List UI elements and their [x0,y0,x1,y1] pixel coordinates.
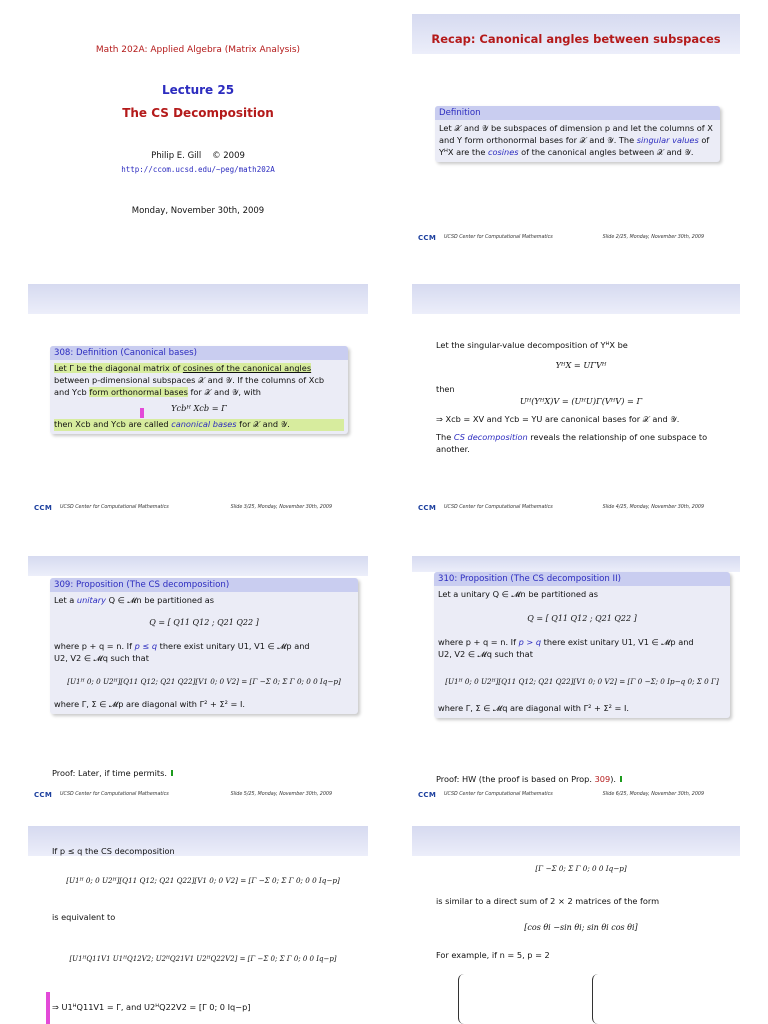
emphasis-singular-values: singular values [636,135,699,146]
slide-4 [412,284,740,519]
emphasis-cs-decomposition: CS decomposition [453,432,528,442]
footer-institution: UCSD Center for Computational Mathematics [60,505,169,510]
footer-slide-info: Slide 3/25, Monday, November 30th, 2009 [230,505,332,510]
footer-institution: UCSD Center for Computational Mathematics [60,792,169,797]
slide-header-bar [28,556,368,576]
canonical-equation: Ycbᴴ Xcb = Γ [171,403,227,414]
text: and Ycb [54,387,90,398]
example-text: For example, if n = 5, p = 2 [436,950,550,960]
emphasis-cosines: cosines [487,147,519,158]
proposition-reference[interactable]: 309 [594,774,611,784]
slide-header-bar [412,284,740,314]
emphasis-canonical-bases: canonical bases [171,419,237,430]
emphasis-unitary: unitary [76,595,106,606]
end-marker [620,776,622,782]
ccom-logo: CCM [34,791,53,799]
text: where p + q = n. If [54,640,135,651]
text: for 𝒳 and 𝒴. [236,419,290,430]
expanded-equation: [U1ᴴQ11V1 U1ᴴQ12V2; U2ᴴQ21V1 U2ᴴQ22V2] = [Γ −Σ 0; Σ Γ 0; 0 0 Iq−p] [69,955,337,963]
definition-line [54,387,344,399]
svd-intro: Let the singular-value decomposition of YᴴX be [436,340,628,350]
footer-institution: UCSD Center for Computational Mathematics [444,792,553,797]
block-body [434,586,730,718]
text: there exist unitary U1, V1 ∈ 𝓜p and [541,636,694,647]
definition-block [435,106,720,162]
definition-text: Let 𝒳 and 𝒴 be subspaces of dimension p and let the columns of X and Y form orthonormal bases for 𝒳 and 𝒴. The [439,123,713,146]
block-body [50,592,358,714]
text: there exist unitary U1, V1 ∈ 𝓜p and [157,640,310,651]
proposition-line: U2, V2 ∈ 𝓜q such that [54,652,149,663]
definition-line [54,419,344,431]
proof-line [436,774,622,786]
footer-slide-info: Slide 2/25, Monday, November 30th, 2009 [602,235,704,240]
footer-slide-info: Slide 5/25, Monday, November 30th, 2009 [230,792,332,797]
closing-text [436,432,726,456]
slide-footer [418,233,734,243]
lecture-title: The CS Decomposition [122,106,274,120]
definition-text: of YᴴX are the [439,135,710,158]
svd-transform-equation: Uᴴ(YᴴX)V = (UᴴU)Γ(VᴴV) = Γ [519,396,643,406]
slide-title: Recap: Canonical angles between subspaces [431,32,721,46]
slide-footer [34,790,362,800]
similarity-text: is similar to a direct sum of 2 × 2 matrices of the form [436,896,660,906]
lecture-number: Lecture 25 [161,83,235,97]
proposition-line [438,637,726,649]
definition-block [50,346,348,434]
proposition-block [50,578,358,714]
copyright: © 2009 [212,151,245,161]
partition-equation: Q = [ Q11 Q12 ; Q21 Q22 ] [527,614,637,624]
proof-text: ). [610,774,617,784]
emphasis-condition: p > q [518,636,542,647]
end-marker [171,770,173,776]
block-title: 310: Proposition (The CS decomposition II) [434,572,730,586]
annotation-marker [140,408,144,418]
rotation-matrix: [cos θi −sin θi; sin θi cos θi] [524,923,638,932]
slide-8 [412,826,740,1024]
intro-text: If p ≤ q the CS decomposition [52,846,175,856]
slide-3 [28,284,368,519]
proposition-line [54,641,354,653]
ccom-logo: CCM [418,504,437,512]
definition-line: between p-dimensional subspaces 𝒳 and 𝒴. If the columns of Xcb [54,375,325,386]
implication-line: ⇒ U1ᴴQ11V1 = Γ, and U2ᴴQ22V2 = [Γ 0; 0 Iq−p] [52,1002,251,1012]
proof-text: Proof: HW (the proof is based on Prop. [436,774,595,784]
footer-slide-info: Slide 4/25, Monday, November 30th, 2009 [602,505,704,510]
footer-institution: UCSD Center for Computational Mathematics [444,505,553,510]
cs-decomposition-equation: [U1ᴴ 0; 0 U2ᴴ][Q11 Q12; Q21 Q22][V1 0; 0 V2] = [Γ −Σ 0; Σ Γ 0; 0 0 Iq−p] [67,676,341,686]
slide-7 [28,826,368,1024]
proposition-line: U2, V2 ∈ 𝓜q such that [438,648,533,659]
slide-5 [28,556,368,806]
proof-text: Proof: Later, if time permits. [52,768,167,778]
lecture-date: Monday, November 30th, 2009 [131,206,265,216]
cs-decomposition-equation: [U1ᴴ 0; 0 U2ᴴ][Q11 Q12; Q21 Q22][V1 0; 0 V2] = [Γ 0 −Σ; 0 Ip−q 0; Σ 0 Γ] [445,676,719,686]
text: where p + q = n. If [438,636,519,647]
text: for 𝒳 and 𝒴, with [187,387,261,398]
block-matrix: [Γ −Σ 0; Σ Γ 0; 0 0 Iq−p] [535,864,627,873]
ccom-logo: CCM [34,504,53,512]
text: The [436,432,454,442]
proposition-line: Let a unitary Q ∈ 𝓜n be partitioned as [438,589,599,600]
text: reveals the relationship of one subspace to another. [436,432,708,454]
proposition-line: where Γ, Σ ∈ 𝓜q are diagonal with Γ² + Σ² = I. [438,703,630,714]
block-title: 308: Definition (Canonical bases) [50,346,348,360]
slide-6 [412,556,740,806]
text: then Xcb and Ycb are called [54,419,172,430]
proposition-line: where Γ, Σ ∈ 𝓜p are diagonal with Γ² + Σ² = I. [54,699,246,710]
annotation-marker [46,992,50,1024]
footer-slide-info: Slide 6/25, Monday, November 30th, 2009 [602,792,704,797]
highlight-orthonormal: form orthonormal bases [89,387,188,398]
proposition-block [434,572,730,718]
slide-2 [412,14,740,249]
block-body [435,120,720,162]
equivalence-text: is equivalent to [52,912,116,922]
author-line [28,150,368,162]
proof-line [52,768,173,780]
slide-header-bar [412,826,740,856]
text: Let Γ be the diagonal matrix of [54,363,183,374]
slide-footer [418,503,734,513]
definition-text: of the canonical angles between 𝒳 and 𝒴. [518,147,694,158]
slide-1 [28,14,368,249]
author-name: Philip E. Gill [151,151,202,161]
ccom-logo: CCM [418,791,437,799]
ccom-logo: CCM [418,234,437,242]
example-matrices [458,974,720,1024]
text: Let a [54,595,77,606]
block-title: 309: Proposition (The CS decomposition) [50,578,358,592]
slide-header-bar [28,284,368,314]
implication-line [436,414,726,426]
highlight-cosines: cosines of the canonical angles [182,363,312,374]
implication-text: ⇒ Xcb = XV and Ycb = YU are canonical bases for 𝒳 and 𝒴. [436,414,680,424]
footer-institution: UCSD Center for Computational Mathematics [444,235,553,240]
slide-footer [418,790,734,800]
definition-line [54,363,344,375]
slide-footer [34,503,362,513]
then-text: then [436,384,455,394]
cs-equation: [U1ᴴ 0; 0 U2ᴴ][Q11 Q12; Q21 Q22][V1 0; 0 V2] = [Γ −Σ 0; Σ Γ 0; 0 0 Iq−p] [66,876,340,885]
svd-equation: YᴴX = UΓVᴴ [555,360,607,370]
partition-equation: Q = [ Q11 Q12 ; Q21 Q22 ] [149,618,259,628]
course-title: Math 202A: Applied Algebra (Matrix Analysis) [95,45,301,55]
course-url[interactable]: http://ccom.ucsd.edu/~peg/math202A [121,165,275,174]
proposition-line [54,595,354,607]
block-body [50,360,348,433]
text: Q ∈ 𝓜n be partitioned as [105,595,215,606]
emphasis-condition: p ≤ q [134,640,158,651]
block-title: Definition [435,106,720,120]
slide-header-bar [412,556,740,572]
